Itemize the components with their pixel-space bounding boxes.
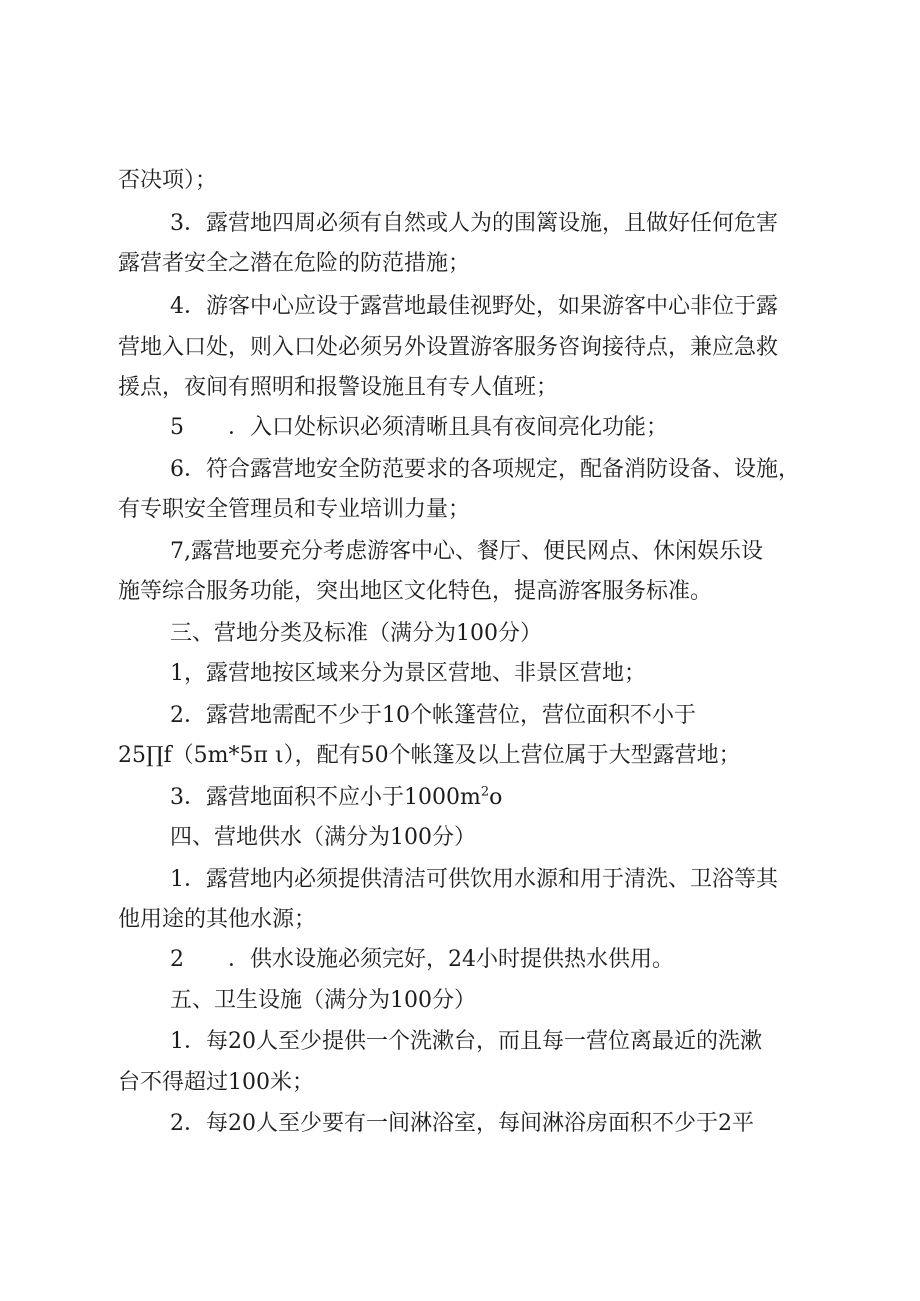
text-line: 营地入口处，则入口处必须另外设置游客服务咨询接待点，兼应急救 xyxy=(118,335,779,360)
text-line: 6．符合露营地安全防范要求的各项规定，配备消防设备、设施， xyxy=(170,457,800,482)
text-line: 2 ．供水设施必须完好，24小时提供热水供用。 xyxy=(170,947,674,972)
section-heading: 三、营地分类及标准（满分为100分） xyxy=(170,621,542,646)
text-line: 7,露营地要充分考虑游客中心、餐厅、便民网点、休闲娱乐设 xyxy=(170,539,763,564)
area-text: 3．露营地面积不应小于1000m xyxy=(170,785,481,810)
superscript-2: 2 xyxy=(480,784,490,800)
text-line: 台不得超过100米； xyxy=(118,1070,314,1095)
text-line xyxy=(170,783,502,813)
text-line: 4．游客中心应设于露营地最佳视野处，如果游客中心非位于露 xyxy=(170,294,778,319)
text-line: 否决项）； xyxy=(118,168,218,193)
text-line: 3．露营地四周必须有自然或人为的围篱设施，且做好任何危害 xyxy=(170,211,778,236)
full-stop-mark: o xyxy=(489,785,503,810)
text-line: 1，露营地按区域来分为景区营地、非景区营地； xyxy=(170,661,646,686)
section-heading: 四、营地供水（满分为100分） xyxy=(170,825,476,850)
text-line: 他用途的其他水源； xyxy=(118,907,317,932)
text-line: 援点，夜间有照明和报警设施且有专人值班； xyxy=(118,375,559,400)
text-line: 25∏f（5m*5π ι），配有50个帐篷及以上营位属于大型露营地； xyxy=(118,743,741,768)
text-line: 1．露营地内必须提供清洁可供饮用水源和用于清洗、卫浴等其 xyxy=(170,867,778,892)
text-line: 5 ．入口处标识必须清晰且具有夜间亮化功能； xyxy=(170,415,668,440)
text-line: 有专职安全管理员和专业培训力量； xyxy=(118,497,471,522)
section-heading: 五、卫生设施（满分为100分） xyxy=(170,988,476,1013)
text-line: 2．每20人至少要有一间淋浴室，每间淋浴房面积不少于2平 xyxy=(170,1111,754,1136)
text-line: 露营者安全之潜在危险的防范措施； xyxy=(118,251,471,276)
text-line: 2．露营地需配不少于10个帐篷营位，营位面积不小于 xyxy=(170,703,696,728)
text-line: 1．每20人至少提供一个洗漱台，而且每一营位离最近的洗漱 xyxy=(170,1029,762,1054)
text-line: 施等综合服务功能，突出地区文化特色，提高游客服务标准。 xyxy=(118,579,713,604)
